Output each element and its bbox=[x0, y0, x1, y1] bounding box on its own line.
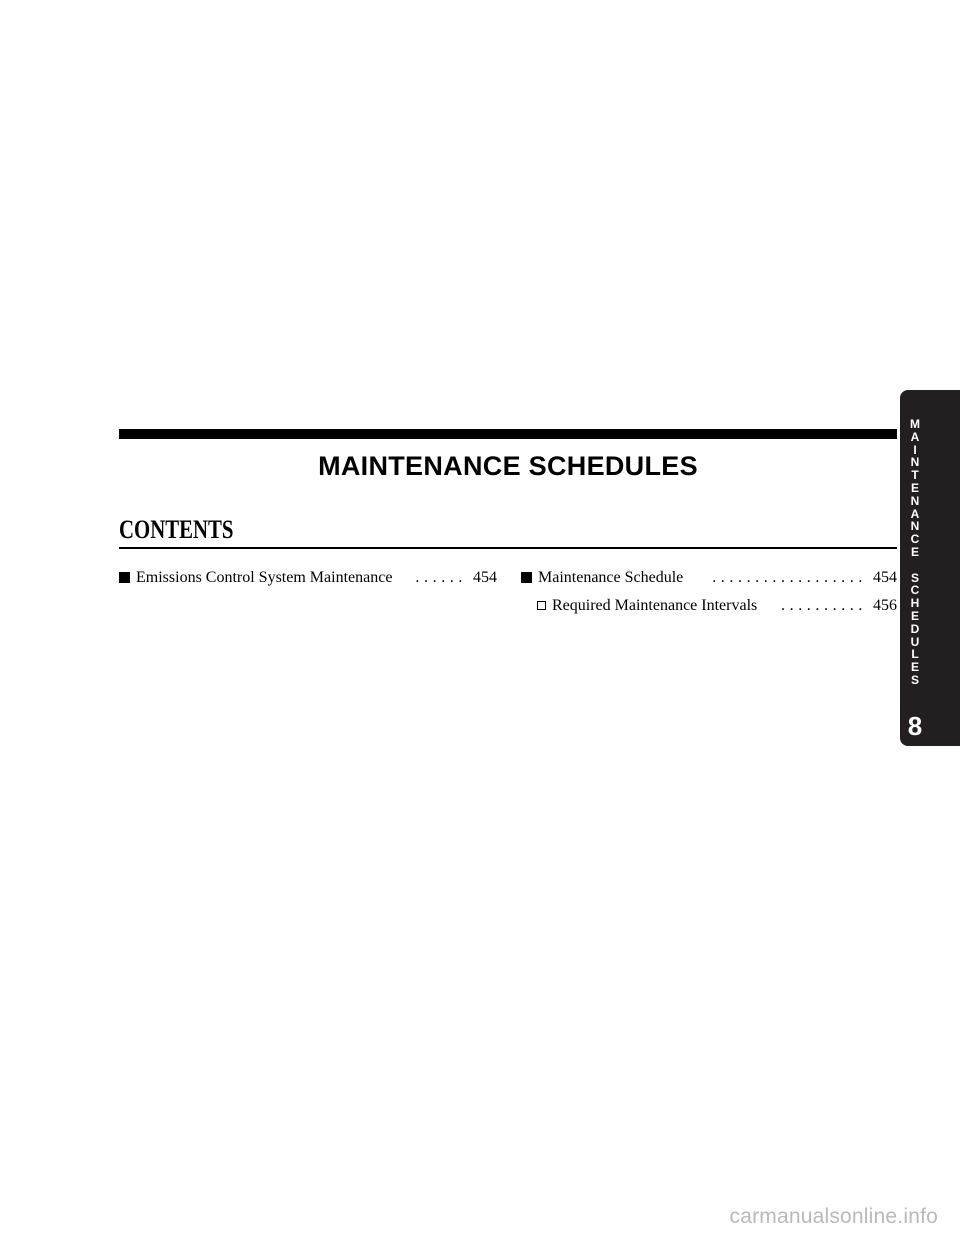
toc-page-number: 456 bbox=[873, 597, 897, 614]
square-bullet-icon bbox=[521, 572, 532, 583]
contents-rule bbox=[119, 547, 897, 549]
toc-dot-leader: ...... bbox=[415, 569, 467, 586]
toc-entry[interactable] bbox=[119, 567, 497, 589]
toc-page-number: 454 bbox=[873, 569, 897, 586]
title-rule bbox=[119, 429, 897, 439]
toc-dot-leader: .......... bbox=[781, 597, 867, 614]
toc-entry-label: Emissions Control System Maintenance bbox=[136, 569, 393, 586]
toc-dot-leader: .................. bbox=[712, 569, 867, 586]
square-bullet-icon bbox=[119, 572, 130, 583]
chapter-tab-number: 8 bbox=[907, 711, 923, 741]
contents-heading: CONTENTS bbox=[119, 515, 234, 544]
hollow-square-bullet-icon bbox=[537, 601, 546, 610]
chapter-tab-label: M A I N T E N A N C E S C H E D U L E S bbox=[910, 417, 920, 687]
chapter-title: MAINTENANCE SCHEDULES bbox=[318, 451, 698, 481]
toc-entry-label: Required Maintenance Intervals bbox=[552, 597, 758, 614]
toc-page-number: 454 bbox=[473, 569, 497, 586]
watermark: carmanualsonline.info bbox=[729, 1205, 938, 1228]
toc-entry[interactable] bbox=[521, 567, 897, 589]
toc-subentry[interactable] bbox=[537, 595, 897, 617]
toc-entry-label: Maintenance Schedule bbox=[538, 569, 684, 586]
